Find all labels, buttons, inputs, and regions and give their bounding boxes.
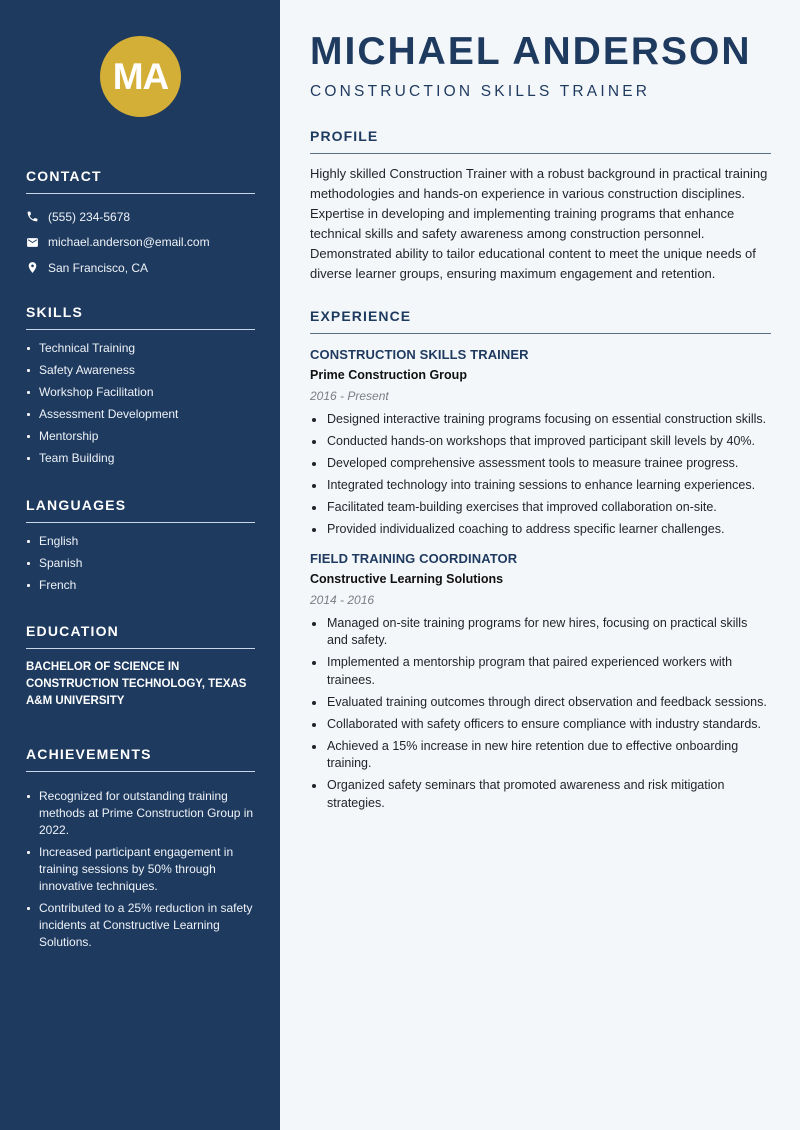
location-pin-icon — [26, 261, 39, 274]
achievement-item: Increased participant engagement in training sessions by 50% through innovative techniques. — [26, 844, 255, 895]
job-bullet: Collaborated with safety officers to ensure compliance with industry standards. — [310, 716, 771, 734]
contact-phone-text: (555) 234-5678 — [48, 209, 131, 224]
profile-text: Highly skilled Construction Trainer with a robust background in practical training methodologies and hands-on experience in various construction disciplines. Expertise in developing and implementing training programs that enhance technical skills and safety awareness among construction personnel. Demonstrated ability to tailor educational content to meet the unique needs of diverse learner groups, ensuring maximum engagement and retention. — [310, 166, 768, 281]
education-section — [26, 623, 255, 710]
candidate-name: MICHAEL ANDERSON — [310, 30, 752, 73]
skill-item: Workshop Facilitation — [26, 384, 255, 401]
job-bullet: Achieved a 15% increase in new hire retention due to effective onboarding training. — [310, 738, 771, 773]
job-bullet: Managed on-site training programs for new hires, focusing on practical skills and safety. — [310, 615, 771, 650]
job-bullet: Provided individualized coaching to address specific learner challenges. — [310, 521, 771, 539]
contact-location-text: San Francisco, CA — [48, 260, 149, 275]
achievements-list — [26, 788, 255, 951]
skills-section — [26, 304, 255, 472]
main-content — [280, 0, 800, 1130]
language-item: English — [26, 533, 255, 550]
job-bullet: Evaluated training outcomes through direct observation and feedback sessions. — [310, 694, 771, 712]
achievements-heading: ACHIEVEMENTS — [26, 746, 255, 772]
sidebar — [0, 0, 280, 1130]
achievement-item: Recognized for outstanding training methods at Prime Construction Group in 2022. — [26, 788, 255, 839]
job-bullet: Organized safety seminars that promoted awareness and risk mitigation strategies. — [310, 777, 771, 812]
achievements-section — [26, 746, 255, 956]
skill-item: Mentorship — [26, 428, 255, 445]
languages-list — [26, 533, 255, 594]
avatar-initials: MA — [112, 55, 169, 97]
skill-item: Team Building — [26, 450, 255, 467]
avatar — [100, 36, 181, 117]
contact-location — [26, 255, 255, 281]
job-company: Constructive Learning Solutions — [310, 571, 504, 586]
skill-item: Assessment Development — [26, 406, 255, 423]
job-company: Prime Construction Group — [310, 368, 467, 382]
candidate-title: CONSTRUCTION SKILLS TRAINER — [310, 83, 651, 100]
job-bullets — [310, 615, 771, 813]
languages-heading: LANGUAGES — [26, 497, 255, 523]
job-bullet: Developed comprehensive assessment tools to measure trainee progress. — [310, 455, 771, 473]
contact-email-text: michael.anderson@email.com — [48, 235, 210, 250]
language-item: Spanish — [26, 555, 255, 572]
job-bullets — [310, 411, 771, 539]
email-icon — [26, 236, 39, 249]
contact-email — [26, 230, 255, 256]
job-bullet: Implemented a mentorship program that paired experienced workers with trainees. — [310, 654, 771, 689]
job-entry — [310, 347, 771, 539]
job-dates: 2014 - 2016 — [310, 592, 375, 607]
job-title: CONSTRUCTION SKILLS TRAINER — [310, 347, 529, 362]
profile-heading: PROFILE — [310, 128, 771, 154]
language-item: French — [26, 577, 255, 594]
job-title: FIELD TRAINING COORDINATOR — [310, 550, 518, 566]
job-bullet: Facilitated team-building exercises that improved collaboration on-site. — [310, 499, 771, 517]
experience-section — [310, 308, 771, 817]
languages-section — [26, 497, 255, 599]
contact-section — [26, 168, 255, 281]
job-entry — [310, 551, 771, 813]
contact-phone — [26, 204, 255, 230]
job-bullet: Integrated technology into training sessions to enhance learning experiences. — [310, 477, 771, 495]
job-bullet: Designed interactive training programs focusing on essential construction skills. — [310, 411, 771, 429]
skill-item: Technical Training — [26, 340, 255, 357]
education-degree: BACHELOR OF SCIENCE IN CONSTRUCTION TECHNOLOGY, TEXAS A&M UNIVERSITY — [26, 661, 247, 707]
job-dates: 2016 - Present — [310, 389, 389, 403]
skills-heading: SKILLS — [26, 304, 255, 330]
contact-heading: CONTACT — [26, 168, 255, 194]
skills-list — [26, 340, 255, 467]
experience-heading: EXPERIENCE — [310, 308, 771, 334]
phone-icon — [26, 210, 39, 223]
job-bullet: Conducted hands-on workshops that improved participant skill levels by 40%. — [310, 433, 771, 451]
achievement-item: Contributed to a 25% reduction in safety incidents at Constructive Learning Solutions. — [26, 900, 255, 951]
education-heading: EDUCATION — [26, 623, 255, 649]
skill-item: Safety Awareness — [26, 362, 255, 379]
profile-section — [310, 128, 771, 284]
